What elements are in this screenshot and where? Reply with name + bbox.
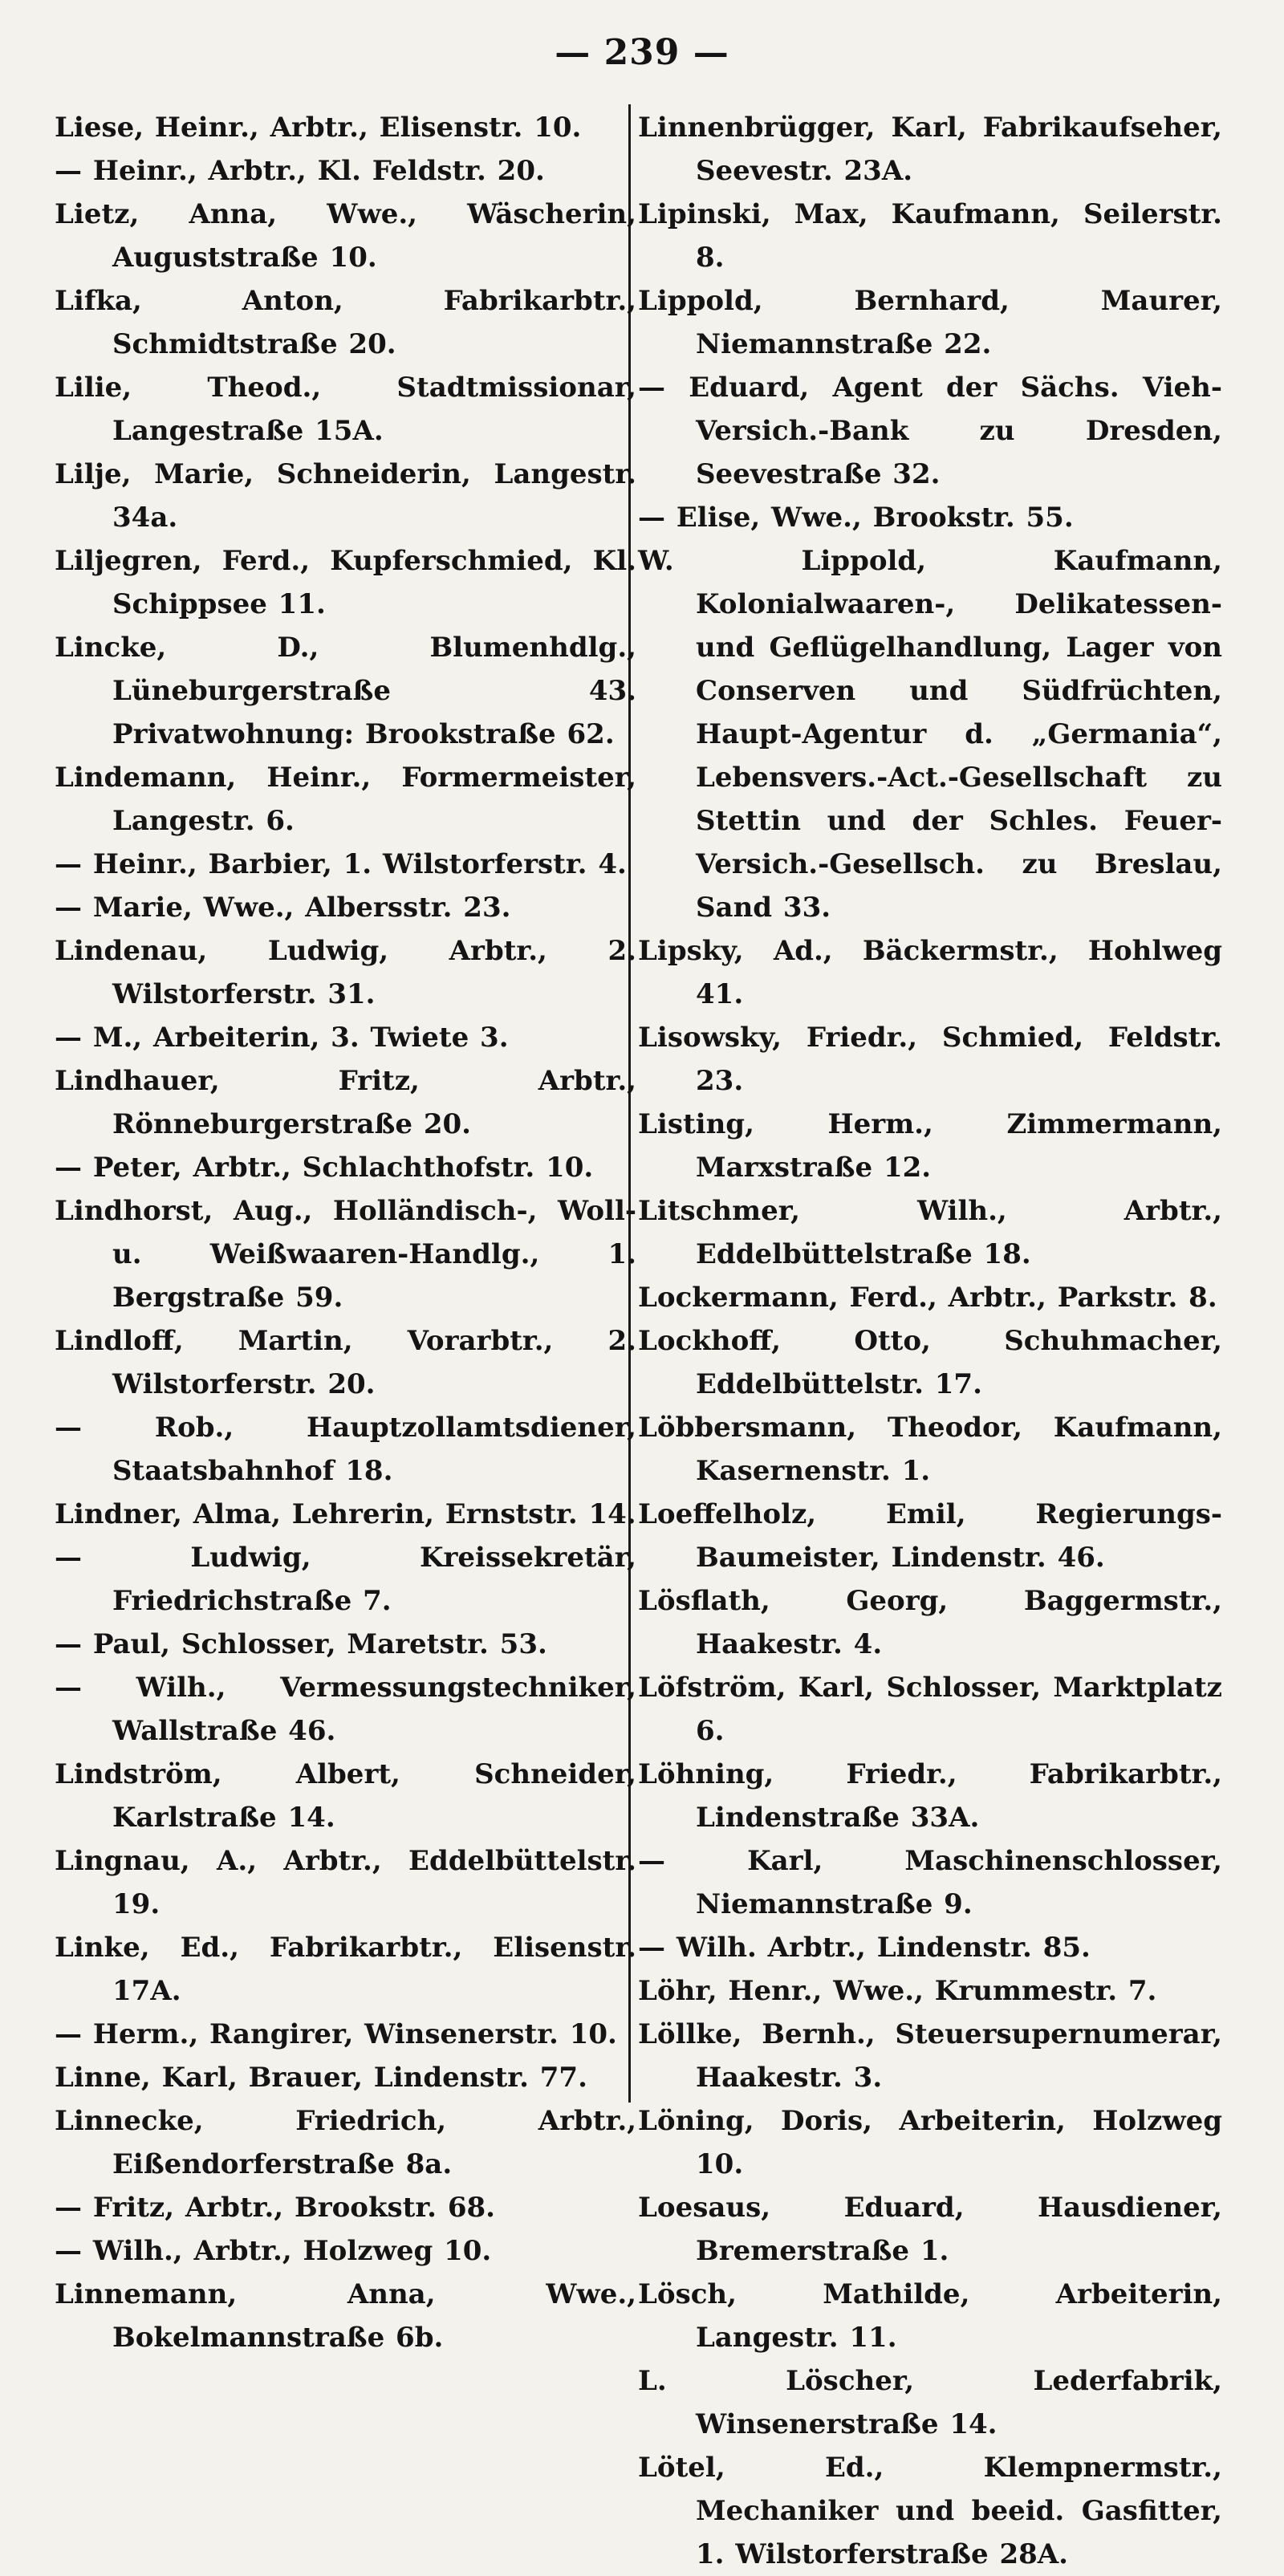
directory-entry: Löhning, Friedr., Fabrikarbtr., Lindenstraße 33A. (638, 1758, 1222, 1834)
left-column (55, 106, 636, 2359)
directory-entry: Löbbersmann, Theodor, Kaufmann, Kasernenstr. 1. (638, 1412, 1222, 1487)
directory-entry: Löning, Doris, Arbeiterin, Holzweg 10. (638, 2105, 1222, 2180)
directory-entry: Linke, Ed., Fabrikarbtr., Elisenstr. 17A. (55, 1932, 636, 2007)
directory-entry: Lifka, Anton, Fabrikarbtr., Schmidtstraße 20. (55, 285, 636, 360)
directory-entry: — Fritz, Arbtr., Brookstr. 68. (55, 2192, 495, 2224)
directory-entry: Lindemann, Heinr., Formermeister, Langestr. 6. (55, 762, 636, 837)
directory-entry: Löfström, Karl, Schlosser, Marktplatz 6. (638, 1672, 1222, 1747)
directory-entry: — Elise, Wwe., Brookstr. 55. (638, 502, 1074, 534)
right-column (638, 106, 1222, 2576)
directory-entry: Litschmer, Wilh., Arbtr., Eddelbüttelstraße 18. (638, 1195, 1222, 1270)
directory-entry: Liljegren, Ferd., Kupferschmied, Kl. Schippsee 11. (55, 545, 636, 620)
directory-entry: — Marie, Wwe., Albersstr. 23. (55, 892, 511, 924)
directory-entry: Lilje, Marie, Schneiderin, Langestr. 34a. (55, 458, 636, 534)
directory-entry: Linnemann, Anna, Wwe., Bokelmannstraße 6b. (55, 2278, 636, 2354)
directory-entry: Lisowsky, Friedr., Schmied, Feldstr. 23. (638, 1022, 1222, 1097)
directory-entry: Linnecke, Friedrich, Arbtr., Eißendorferstraße 8a. (55, 2105, 636, 2180)
directory-entry: — Ludwig, Kreissekretär, Friedrichstraße 7. (55, 1542, 636, 1617)
directory-entry: — M., Arbeiterin, 3. Twiete 3. (55, 1022, 509, 1054)
directory-entry: Lösflath, Georg, Baggermstr., Haakestr. 4. (638, 1585, 1222, 1660)
directory-entry: Linne, Karl, Brauer, Lindenstr. 77. (55, 2062, 587, 2094)
directory-entry: Lötel, Ed., Klempnermstr., Mechaniker und beeid. Gasfitter, 1. Wilstorferstraße 28A. (638, 2452, 1222, 2570)
directory-entry: — Rob., Hauptzollamtsdiener, Staatsbahnhof 18. (55, 1412, 636, 1487)
directory-entry: — Heinr., Barbier, 1. Wilstorferstr. 4. (55, 848, 627, 880)
directory-entry: — Wilh., Arbtr., Holzweg 10. (55, 2235, 492, 2267)
directory-entry: Lietz, Anna, Wwe., Wäscherin, Auguststraße 10. (55, 198, 636, 274)
directory-entry: Lockermann, Ferd., Arbtr., Parkstr. 8. (638, 1282, 1217, 1314)
directory-entry: — Herm., Rangirer, Winsenerstr. 10. (55, 2018, 617, 2050)
directory-entry: Lipinski, Max, Kaufmann, Seilerstr. 8. (638, 198, 1222, 274)
directory-entry: — Wilh. Arbtr., Lindenstr. 85. (638, 1932, 1091, 1964)
directory-entry: Lindner, Alma, Lehrerin, Ernststr. 14. (55, 1498, 636, 1530)
directory-entry: Lippold, Bernhard, Maurer, Niemannstraße 22. (638, 285, 1222, 360)
directory-entry: Löllke, Bernh., Steuersupernumerar, Haakestr. 3. (638, 2018, 1222, 2094)
directory-entry: Liese, Heinr., Arbtr., Elisenstr. 10. (55, 112, 582, 144)
directory-entry: Lindström, Albert, Schneider, Karlstraße 14. (55, 1758, 636, 1834)
directory-entry: — Heinr., Arbtr., Kl. Feldstr. 20. (55, 155, 545, 187)
directory-entry: Lösch, Mathilde, Arbeiterin, Langestr. 11. (638, 2278, 1222, 2354)
directory-entry: Lilie, Theod., Stadtmissionar, Langestraße 15A. (55, 372, 636, 447)
directory-entry: Lindhorst, Aug., Holländisch-, Woll- u. Weißwaaren-Handlg., 1. Bergstraße 59. (55, 1195, 636, 1314)
directory-entry: Lingnau, A., Arbtr., Eddelbüttelstr. 19. (55, 1845, 636, 1920)
directory-entry: Lincke, D., Blumenhdlg., Lüneburgerstraße 43. Privatwohnung: Brookstraße 62. (55, 632, 636, 750)
directory-entry: — Eduard, Agent der Sächs. Vieh-Versich.-Bank zu Dresden, Seevestraße 32. (638, 372, 1222, 490)
directory-entry: — Peter, Arbtr., Schlachthofstr. 10. (55, 1152, 594, 1184)
directory-entry: Lindloff, Martin, Vorarbtr., 2. Wilstorferstr. 20. (55, 1325, 636, 1400)
directory-entry: Listing, Herm., Zimmermann, Marxstraße 12. (638, 1108, 1222, 1184)
directory-entry: Löhr, Henr., Wwe., Krummestr. 7. (638, 1975, 1157, 2007)
directory-entry: — Paul, Schlosser, Maretstr. 53. (55, 1628, 547, 1660)
directory-entry: Loesaus, Eduard, Hausdiener, Bremerstraße 1. (638, 2192, 1222, 2267)
directory-entry: — Karl, Maschinenschlosser, Niemannstraße 9. (638, 1845, 1222, 1920)
directory-entry: — Wilh., Vermessungstechniker, Wallstraße 46. (55, 1672, 636, 1747)
directory-entry: Loeffelholz, Emil, Regierungs-Baumeister, Lindenstr. 46. (638, 1498, 1222, 1574)
directory-entry: Lindenau, Ludwig, Arbtr., 2. Wilstorferstr. 31. (55, 935, 636, 1010)
directory-entry: W. Lippold, Kaufmann, Kolonialwaaren-, Delikatessen- und Geflügelhandlung, Lager von Conserven und Südfrüchten, Haupt-Agentur d. „Germania“, Lebensvers.-Act.-Gesellschaft zu Stettin und der Schles. Feuer-Versich.-Gesellsch. zu Breslau, Sand 33. (638, 545, 1222, 924)
directory-entry: Lockhoff, Otto, Schuhmacher, Eddelbüttelstr. 17. (638, 1325, 1222, 1400)
directory-entry: L. Löscher, Lederfabrik, Winsenerstraße 14. (638, 2365, 1222, 2440)
directory-entry: Lindhauer, Fritz, Arbtr., Rönneburgerstraße 20. (55, 1065, 636, 1140)
directory-entry: Linnenbrügger, Karl, Fabrikaufseher, Seevestr. 23A. (638, 112, 1222, 187)
directory-entry: Lipsky, Ad., Bäckermstr., Hohlweg 41. (638, 935, 1222, 1010)
page-number: — 239 — (555, 32, 729, 73)
